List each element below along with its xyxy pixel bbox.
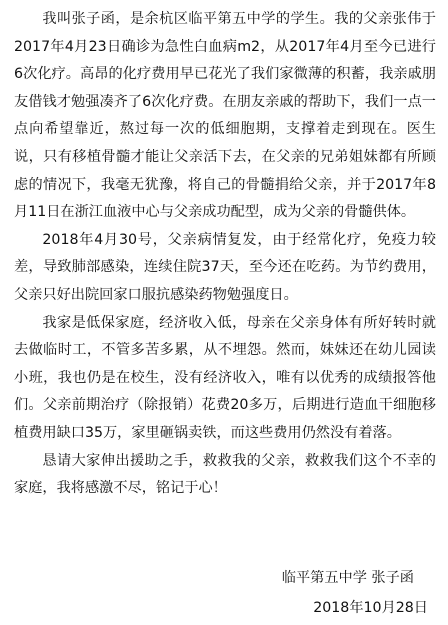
letter-paragraph-appeal: 恳请大家伸出援助之手，救救我的父亲，救救我们这个不幸的家庭，我将感激不尽，铭记于心！	[14, 452, 436, 497]
letter-paragraph-relapse: 2018年4月30号，父亲病情复发，由于经常化疗，免疫力较差，导致肺部感染，连续住院37天，至今还在吃药。为节约费用，父亲只好出院回家口服抗感染药物勉强度日。	[14, 231, 436, 303]
letter-signature: 临平第五中学 张子函	[281, 570, 414, 586]
letter-paragraph-intro: 我叫张子函，是余杭区临平第五中学的学生。我的父亲张伟于2017年4月23日确诊为急性白血病m2，从2017年4月至今已进行6次化疗。高昂的化疗费用早已花光了我们家微薄的积蓄，我亲戚朋友借钱才勉强凑齐了6次化疗费。在朋友亲戚的帮助下，我们一点一点向希望靠近，熬过每一次的低细胞期，支撑着走到现在。医生说，只有移植骨髓才能让父亲活下去，在父亲的兄弟姐妹都有所顾虑的情况下，我毫无犹豫，将自己的骨髓捐给父亲，并于2017年8月11日在浙江血液中心与父亲成功配型，成为父亲的骨髓供体。	[14, 11, 436, 221]
letter-date: 2018年10月28日	[313, 600, 428, 616]
letter-paragraph-family: 我家是低保家庭，经济收入低，母亲在父亲身体有所好转时就去做临时工，不管多苦多累，从不埋怨。然而，妹妹还在幼儿园读小班，我也仍是在校生，没有经济收入，唯有以优秀的成绩报答他们。父亲前期治疗（除报销）花费20多万，后期进行造血干细胞移植费用缺口35万，家里砸锅卖铁，而这些费用仍然没有着落。	[14, 314, 436, 441]
